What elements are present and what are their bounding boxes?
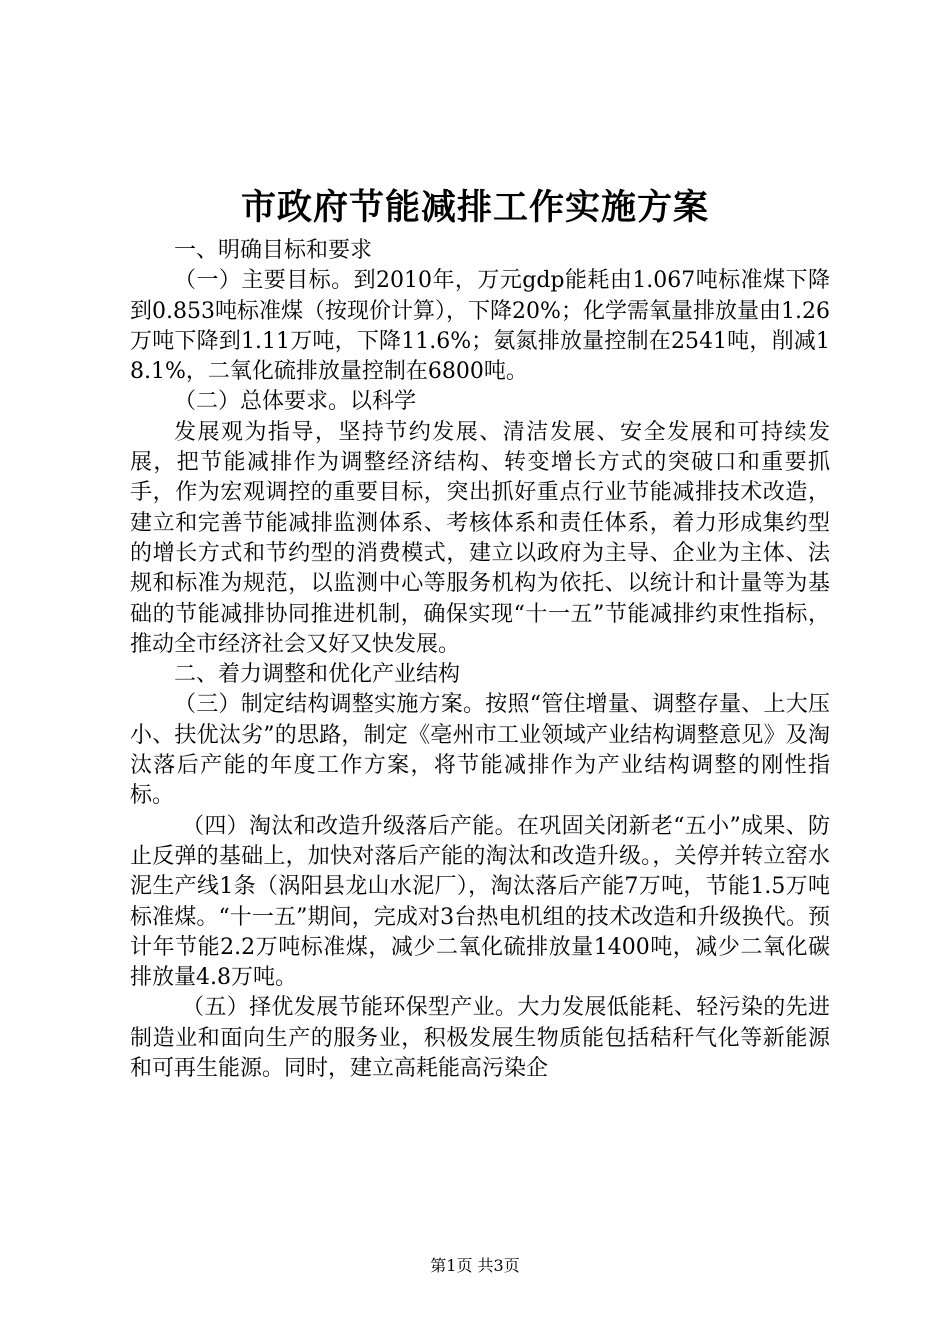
paragraph-overall-requirement: （二）总体要求。以科学 [174,389,417,415]
page-number-footer: 第1页 共3页 [430,1256,520,1275]
section-heading-1: 一、明确目标和要求 [174,238,373,263]
paragraph-main-goal: （一）主要目标。到2010年，万元gdp能耗由1.067吨标准煤下降到0.853吨标准煤（按现价计算），下降20%；化学需氧量排放量由1.26万吨下降到1.11万吨，下降11.6%；氨氮排放量控制在2541吨，削减18.1%，二氧化硫排放量控制在6800吨。 [130,268,830,385]
paragraph-development-view: 发展观为指导，坚持节约发展、清洁发展、安全发展和可持续发展，把节能减排作为调整经济结构、转变增长方式的突破口和重要抓手，作为宏观调控的重要目标，突出抓好重点行业节能减排技术改造，建立和完善节能减排监测体系、考核体系和责任体系，着力形成集约型的增长方式和节约型的消费模式，建立以政府为主导、企业为主体、法规和标准为规范，以监测中心等服务机构为依托、以统计和计量等为基础的节能减排协同推进机制，确保实现“十一五”节能减排约束性指标，推动全市经济社会又好又快发展。 [130,419,830,657]
paragraph-green-industry: （五）择优发展节能环保型产业。大力发展低能耗、轻污染的先进制造业和面向生产的服务业，积极发展生物质能包括秸秆气化等新能源和可再生能源。同时，建立高耗能高污染企 [130,995,830,1082]
paragraph-eliminate-capacity: （四）淘汰和改造升级落后产能。在巩固关闭新老“五小”成果、防止反弹的基础上，加快对落后产能的淘汰和改造升级。，关停并转立窑水泥生产线1条（涡阳县龙山水泥厂），淘汰落后产能7万吨，节能1.5万吨标准煤。“十一五”期间，完成对3台热电机组的技术改造和升级换代。预计年节能2.2万吨标准煤，减少二氧化硫排放量1400吨，减少二氧化碳排放量4.8万吨。 [130,813,830,991]
document-body [130,236,830,1084]
section-heading-2: 二、着力调整和优化产业结构 [174,662,461,688]
document-title: 市政府节能减排工作实施方案 [240,187,709,228]
paragraph-structure-plan: （三）制定结构调整实施方案。按照“管住增量、调整存量、上大压小、扶优汰劣”的思路，制定《亳州市工业领域产业结构调整意见》及淘汰落后产能的年度工作方案，将节能减排作为产业结构调整的刚性指标。 [130,692,830,809]
